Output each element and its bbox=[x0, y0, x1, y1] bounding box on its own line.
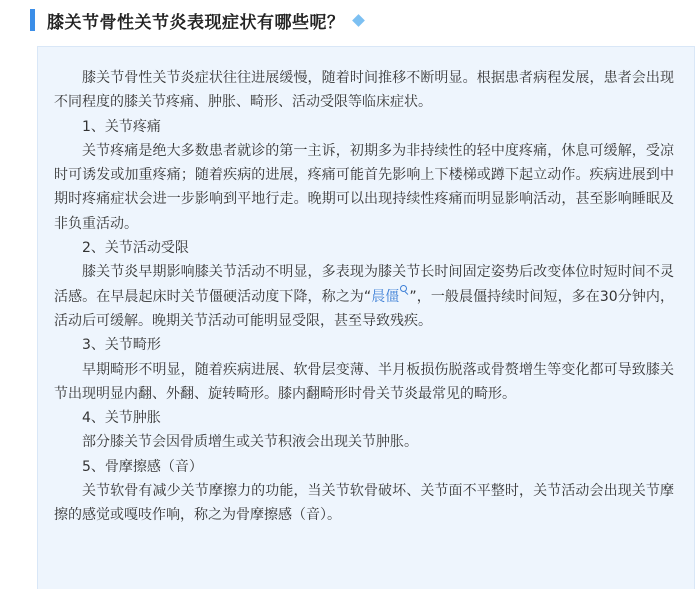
section-title-mobility: 2、关节活动受限 bbox=[82, 240, 189, 257]
morning-stiffness-link[interactable] bbox=[371, 289, 409, 305]
section-body-pain: 关节疼痛是绝大多数患者就诊的第一主诉，初期多为非持续性的轻中度疼痛，休息可缓解，受凉时可诱发或加重疼痛；随着疾病的进展，疼痛可能首先影响上下楼梯或蹲下起立动作。疾病进展到中期时疼痛症状会进一步影响到平地行走。晚期可以出现持续性疼痛而明显影响活动，甚至影响睡眠及非负重活动。 bbox=[54, 142, 674, 232]
section-body-deformity: 早期畸形不明显，随着疾病进展、软骨层变薄、半月板损伤脱落或骨赘增生等变化都可导致膝关节出现明显内翻、外翻、旋转畸形。膝内翻畸形时骨关节炎最常见的畸形。 bbox=[54, 361, 674, 402]
section-title-deformity: 3、关节畸形 bbox=[82, 337, 161, 354]
page-title: 膝关节骨性关节炎表现症状有哪些呢？ bbox=[47, 12, 345, 33]
search-icon[interactable] bbox=[400, 285, 409, 297]
section-header bbox=[30, 8, 363, 32]
article-body bbox=[54, 66, 674, 528]
section-title-swelling: 4、关节肿胀 bbox=[82, 410, 161, 427]
section-title-crepitus: 5、骨摩擦感（音） bbox=[82, 458, 203, 475]
diamond-icon bbox=[352, 14, 365, 27]
section-body-crepitus: 关节软骨有减少关节摩擦力的功能，当关节软骨破坏、关节面不平整时，关节活动会出现关节摩擦的感觉或嘎吱作响，称之为骨摩擦感（音）。 bbox=[54, 483, 674, 524]
mobility-text-b: ”，一般晨僵持续时间短，多在30分钟内，活动后可缓解。晚期关节活动可能明显受限，甚至导致残疾。 bbox=[54, 288, 674, 329]
section-body-mobility bbox=[54, 260, 674, 333]
section-body-swelling: 部分膝关节会因骨质增生或关节积液会出现关节肿胀。 bbox=[82, 434, 418, 451]
section-title-pain: 1、关节疼痛 bbox=[82, 118, 161, 135]
morning-stiffness-link-label[interactable]: 晨僵 bbox=[371, 288, 400, 305]
mobility-text-a: 膝关节炎早期影响膝关节活动不明显，多表现为膝关节长时间固定姿势后改变体位时短时间不灵活感。在早晨起床时关节僵硬活动度下降，称之为“ bbox=[54, 264, 674, 305]
intro-paragraph: 膝关节骨性关节炎症状往往进展缓慢，随着时间推移不断明显。根据患者病程发展，患者会出现不同程度的膝关节疼痛、肿胀、畸形、活动受限等临床症状。 bbox=[54, 70, 674, 111]
header-accent-bar bbox=[30, 9, 35, 31]
